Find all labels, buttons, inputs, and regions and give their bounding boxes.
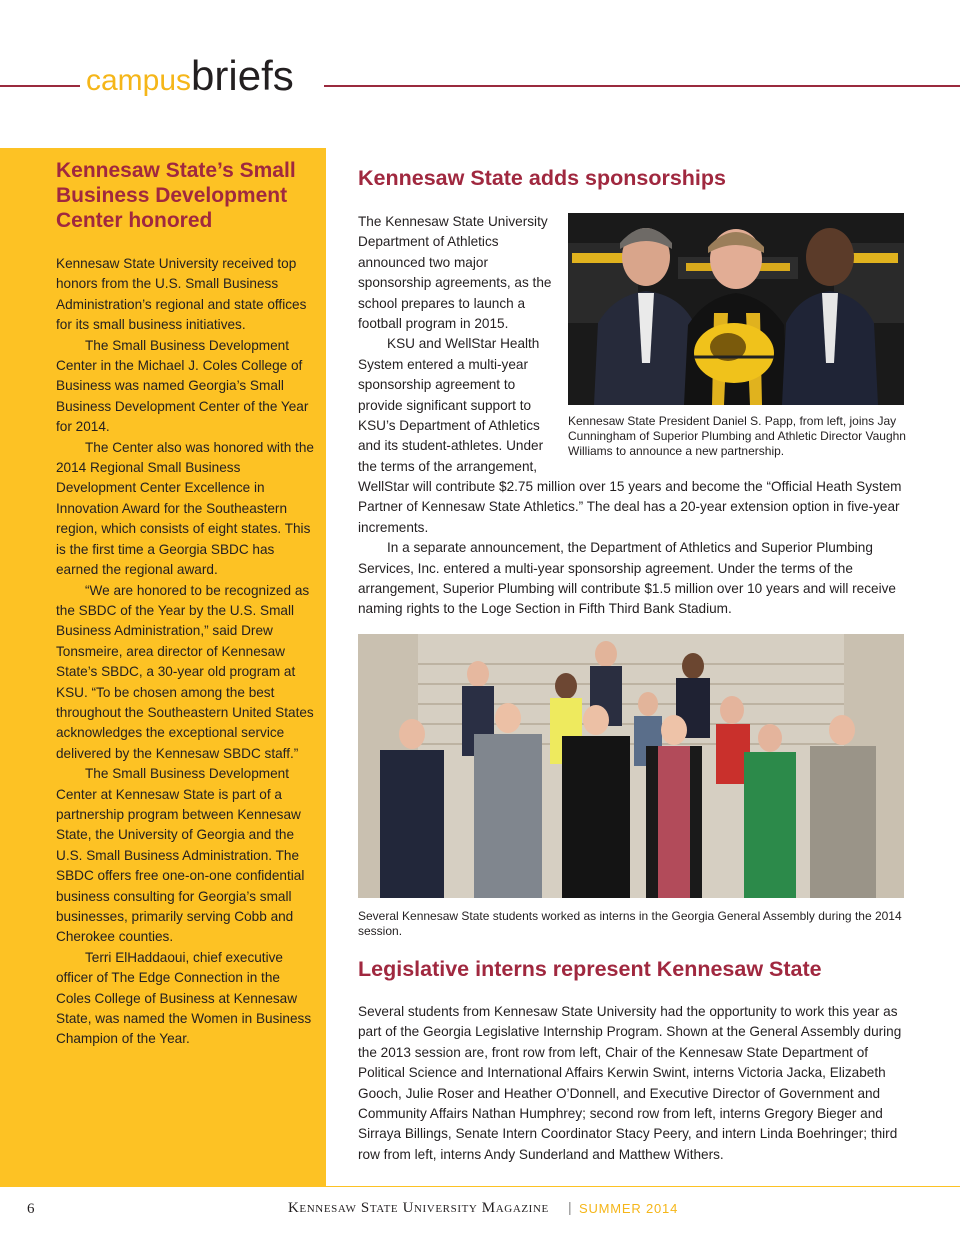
sponsorship-photo-caption: Kennesaw State President Daniel S. Papp, from left, joins Jay Cunningham of Superior Plumbing and Athletic Director Vaughn Williams to announce a new partnership. xyxy=(568,414,906,458)
sidebar-paragraph: Terri ElHaddaoui, chief executive officer of The Edge Connection in the Coles College of Business at Kennesaw State, was named the Women in Business Champion of the Year. xyxy=(56,949,312,1047)
sponsorships-headline: Kennesaw State adds sponsorships xyxy=(358,166,726,190)
sponsorships-paragraph: In a separate announcement, the Department of Athletics and Superior Plumbing Services, Inc. entered a multi-year sponsorship agreement. Under the terms of the arrangement, Superior Plumbing will contribute $1.5 million over 10 years and will receive naming rights to the Loge Section in Fifth Third Bank Stadium. xyxy=(358,540,896,617)
header-rule-right xyxy=(324,85,960,87)
sidebar-paragraph: Kennesaw State University received top honors from the U.S. Small Business Administration’s regional and state offices for its small business initiatives. xyxy=(56,256,307,333)
section-title-prefix: campus xyxy=(86,64,192,97)
section-title-suffix: briefs xyxy=(191,52,294,99)
footer-separator: | xyxy=(568,1199,572,1215)
sponsorships-paragraph: KSU and WellStar Health System entered a multi-year sponsorship agreement to provide significant support to KSU’s Department of Athletics and its student-athletes. Under the terms of the arrangement, xyxy=(358,336,544,474)
interns-headline: Legislative interns represent Kennesaw State xyxy=(358,957,822,981)
sidebar-article xyxy=(56,254,314,1050)
sidebar-paragraph: The Small Business Development Center in the Michael J. Coles College of Business was named Georgia’s Small Business Development Center of the Year for 2014. xyxy=(56,337,309,435)
interns-photo-illustration xyxy=(358,634,904,898)
sponsorship-photo-illustration xyxy=(568,213,904,405)
sidebar-headline: Kennesaw State’s Small Business Development Center honored xyxy=(56,159,296,232)
sponsorships-body-narrow xyxy=(358,212,558,477)
magazine-name: Kennesaw State University Magazine xyxy=(288,1200,549,1216)
sidebar-paragraph: “We are honored to be recognized as the SBDC of the Year by the U.S. Small Business Administration,” said Drew Tonsmeire, area director of Kennesaw State’s SBDC, a 30-year old program at KSU. “To be chosen among the best throughout the Southeastern United States acknowledges the exceptional service delivered by the Kennesaw SBDC staff.” xyxy=(56,582,314,761)
sponsorships-paragraph: The Kennesaw State University Department of Athletics announced two major sponsorship agreements, as the school prepares to launch a football program in 2015. xyxy=(358,214,552,332)
issue-season: SUMMER 2014 xyxy=(579,1201,679,1216)
sponsorships-body-wide xyxy=(358,477,918,620)
header-rule-left xyxy=(0,85,80,87)
interns-photo-caption: Several Kennesaw State students worked as interns in the Georgia General Assembly during the 2014 session. xyxy=(358,909,902,938)
footer-rule xyxy=(0,1186,960,1187)
sponsorships-paragraph: WellStar will contribute $2.75 million over 15 years and become the “Official Heath System Partner of Kennesaw State Athletics.” The deal has a 20-year extension option in five-year increments. xyxy=(358,479,902,535)
page-number: 6 xyxy=(27,1201,35,1217)
interns-article-body: Several students from Kennesaw State University had the opportunity to work this year as part of the Georgia Legislative Internship Program. Shown at the General Assembly during the 2013 session are, front row from left, Chair of the Kennesaw State Department of Political Science and International Affairs Kerwin Swint, interns Victoria Jacka, Elizabeth Gooch, Julie Roser and Heather O’Donnell, and Executive Director of Government and Community Affairs Nathan Humphrey; second row from left, interns Gregory Bieger and Sirraya Billings, Senate Intern Coordinator Stacy Peery, and intern Linda Boehringer; third row from left, interns Andy Sunderland and Matthew Withers. xyxy=(358,1004,902,1162)
sidebar-paragraph: The Center also was honored with the 2014 Regional Small Business Development Center Excellence in Innovation Award for the Southeastern region, which consists of eight states. This is the first time a Georgia SBDC has earned the regional award. xyxy=(56,439,314,578)
section-title xyxy=(86,52,294,99)
sidebar-paragraph: The Small Business Development Center at Kennesaw State is part of a partnership program between Kennesaw State, the University of Georgia and the U.S. Small Business Administration. The SBDC offers free one-on-one confidential business consulting for Georgia’s small businesses, primarily serving Cobb and Cherokee counties. xyxy=(56,766,305,945)
sponsorship-photo xyxy=(568,213,904,405)
interns-photo xyxy=(358,634,904,898)
